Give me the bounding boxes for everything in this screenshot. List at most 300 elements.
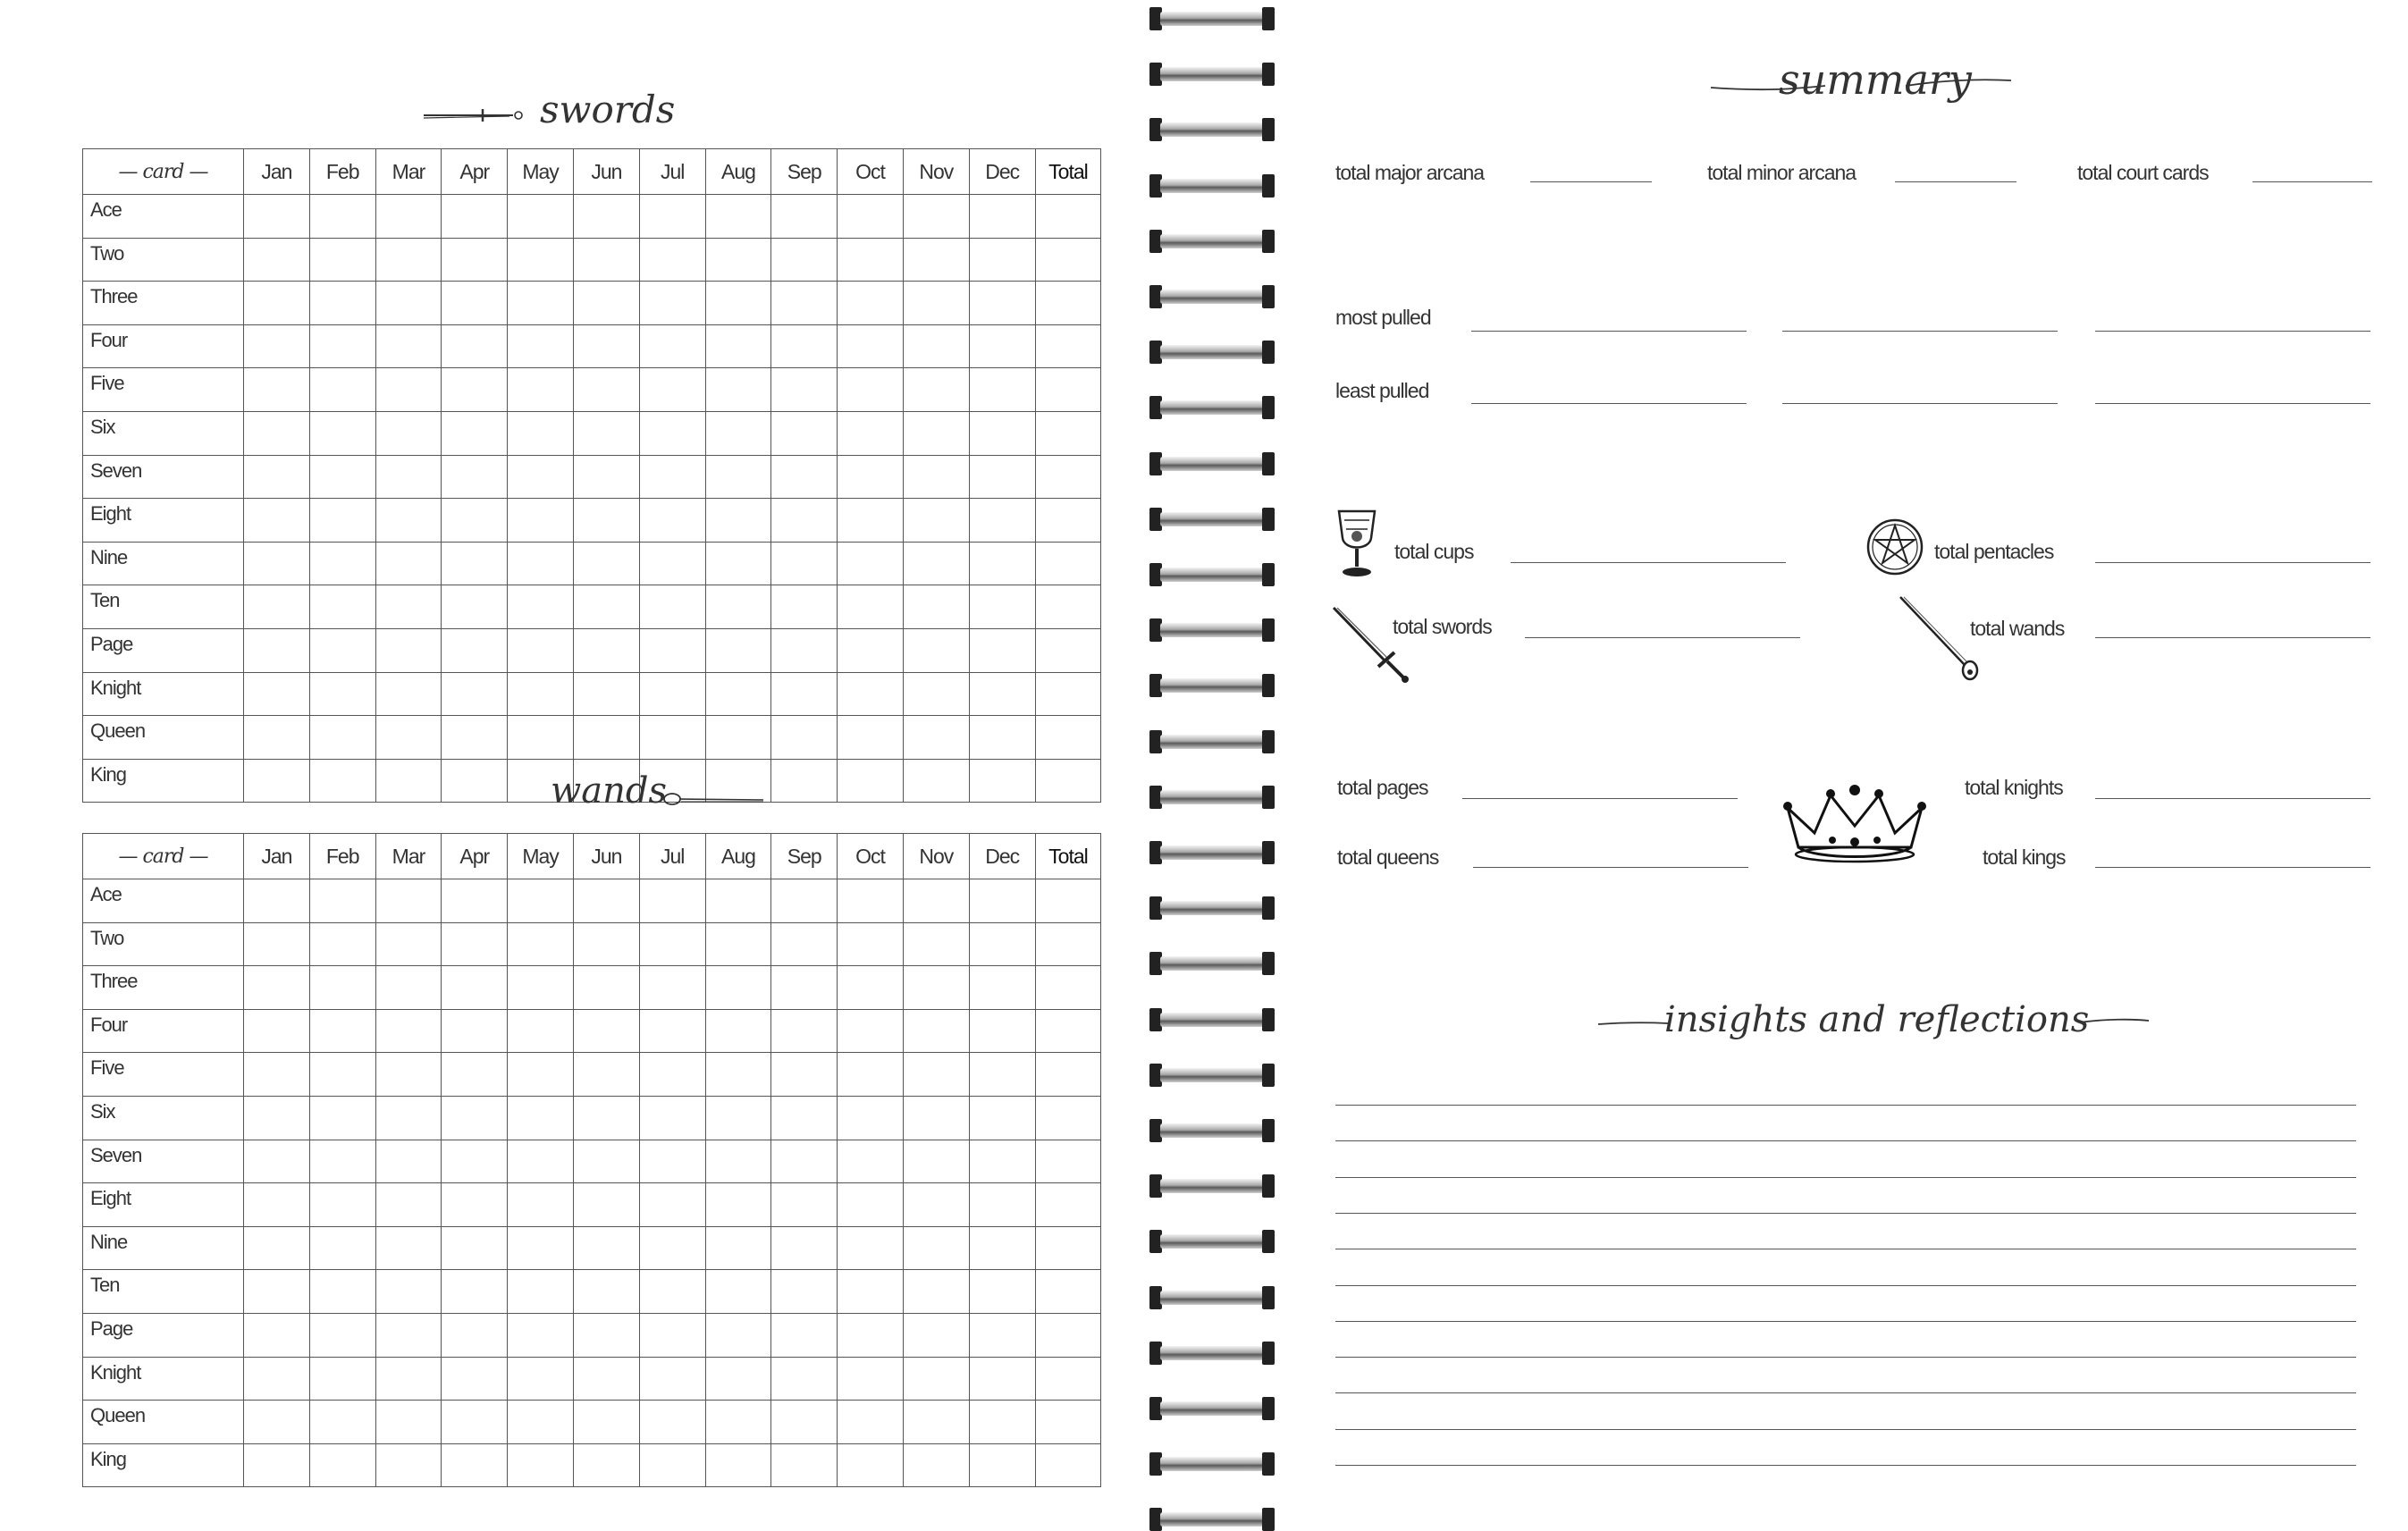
tally-cell[interactable] <box>969 411 1035 455</box>
tally-cell[interactable] <box>639 1443 705 1487</box>
tally-cell[interactable] <box>309 455 375 499</box>
tally-cell[interactable] <box>903 716 969 760</box>
tally-cell[interactable] <box>705 499 771 543</box>
tally-cell[interactable] <box>969 1270 1035 1314</box>
tally-cell[interactable] <box>903 628 969 672</box>
tally-cell[interactable] <box>1035 1009 1101 1053</box>
tally-cell[interactable] <box>771 1226 838 1270</box>
writing-line[interactable] <box>1335 1429 2356 1430</box>
tally-cell[interactable] <box>442 195 508 239</box>
tally-cell[interactable] <box>1035 455 1101 499</box>
tally-cell[interactable] <box>969 1096 1035 1140</box>
tally-cell[interactable] <box>508 1009 574 1053</box>
tally-cell[interactable] <box>573 1443 639 1487</box>
tally-cell[interactable] <box>838 542 904 585</box>
tally-cell[interactable] <box>639 1140 705 1183</box>
tally-cell[interactable] <box>442 759 508 803</box>
tally-cell[interactable] <box>1035 672 1101 716</box>
tally-cell[interactable] <box>903 282 969 325</box>
tally-cell[interactable] <box>375 542 442 585</box>
tally-cell[interactable] <box>838 455 904 499</box>
tally-cell[interactable] <box>771 368 838 412</box>
tally-cell[interactable] <box>771 499 838 543</box>
tally-cell[interactable] <box>705 455 771 499</box>
tally-cell[interactable] <box>244 1357 310 1401</box>
tally-cell[interactable] <box>309 1009 375 1053</box>
tally-cell[interactable] <box>969 368 1035 412</box>
tally-cell[interactable] <box>508 1443 574 1487</box>
tally-cell[interactable] <box>573 1009 639 1053</box>
tally-cell[interactable] <box>1035 966 1101 1010</box>
tally-cell[interactable] <box>969 1009 1035 1053</box>
tally-cell[interactable] <box>903 585 969 629</box>
tally-cell[interactable] <box>838 1053 904 1097</box>
tally-cell[interactable] <box>1035 922 1101 966</box>
tally-cell[interactable] <box>375 1226 442 1270</box>
tally-cell[interactable] <box>771 716 838 760</box>
tally-cell[interactable] <box>969 759 1035 803</box>
tally-cell[interactable] <box>573 455 639 499</box>
tally-cell[interactable] <box>903 1443 969 1487</box>
tally-cell[interactable] <box>705 1401 771 1444</box>
tally-cell[interactable] <box>639 499 705 543</box>
tally-cell[interactable] <box>375 966 442 1010</box>
tally-cell[interactable] <box>771 1270 838 1314</box>
tally-cell[interactable] <box>771 1096 838 1140</box>
tally-cell[interactable] <box>771 1183 838 1227</box>
tally-cell[interactable] <box>1035 759 1101 803</box>
writing-line[interactable] <box>1335 1321 2356 1322</box>
tally-cell[interactable] <box>573 1096 639 1140</box>
tally-cell[interactable] <box>573 585 639 629</box>
tally-cell[interactable] <box>244 1401 310 1444</box>
tally-cell[interactable] <box>442 1270 508 1314</box>
writing-line[interactable] <box>1335 1140 2356 1141</box>
tally-cell[interactable] <box>375 1140 442 1183</box>
tally-cell[interactable] <box>244 879 310 923</box>
tally-cell[interactable] <box>442 1357 508 1401</box>
tally-cell[interactable] <box>309 368 375 412</box>
tally-cell[interactable] <box>838 672 904 716</box>
tally-cell[interactable] <box>771 672 838 716</box>
tally-cell[interactable] <box>705 282 771 325</box>
tally-cell[interactable] <box>244 1009 310 1053</box>
tally-cell[interactable] <box>244 672 310 716</box>
tally-cell[interactable] <box>573 368 639 412</box>
tally-cell[interactable] <box>639 1183 705 1227</box>
tally-cell[interactable] <box>508 966 574 1010</box>
tally-cell[interactable] <box>375 411 442 455</box>
tally-cell[interactable] <box>244 542 310 585</box>
tally-cell[interactable] <box>1035 879 1101 923</box>
total-minor-arcana-line[interactable] <box>1895 181 2016 182</box>
tally-cell[interactable] <box>573 716 639 760</box>
tally-cell[interactable] <box>639 542 705 585</box>
tally-cell[interactable] <box>903 542 969 585</box>
tally-cell[interactable] <box>705 716 771 760</box>
tally-cell[interactable] <box>508 1270 574 1314</box>
tally-cell[interactable] <box>375 922 442 966</box>
tally-cell[interactable] <box>508 455 574 499</box>
tally-cell[interactable] <box>309 879 375 923</box>
tally-cell[interactable] <box>969 1357 1035 1401</box>
tally-cell[interactable] <box>838 879 904 923</box>
tally-cell[interactable] <box>442 1096 508 1140</box>
tally-cell[interactable] <box>375 324 442 368</box>
tally-cell[interactable] <box>442 1226 508 1270</box>
tally-cell[interactable] <box>1035 1270 1101 1314</box>
tally-cell[interactable] <box>903 1401 969 1444</box>
tally-cell[interactable] <box>244 1443 310 1487</box>
tally-cell[interactable] <box>705 1009 771 1053</box>
tally-cell[interactable] <box>969 1313 1035 1357</box>
tally-cell[interactable] <box>442 672 508 716</box>
tally-cell[interactable] <box>838 1096 904 1140</box>
least-pulled-line-1[interactable] <box>1471 403 1747 404</box>
tally-cell[interactable] <box>969 922 1035 966</box>
tally-cell[interactable] <box>508 922 574 966</box>
tally-cell[interactable] <box>573 1313 639 1357</box>
tally-cell[interactable] <box>771 195 838 239</box>
tally-cell[interactable] <box>639 879 705 923</box>
tally-cell[interactable] <box>1035 282 1101 325</box>
tally-cell[interactable] <box>375 879 442 923</box>
tally-cell[interactable] <box>309 922 375 966</box>
tally-cell[interactable] <box>508 368 574 412</box>
tally-cell[interactable] <box>639 455 705 499</box>
least-pulled-line-2[interactable] <box>1782 403 2058 404</box>
tally-cell[interactable] <box>508 411 574 455</box>
tally-cell[interactable] <box>375 1443 442 1487</box>
tally-cell[interactable] <box>771 411 838 455</box>
tally-cell[interactable] <box>442 1443 508 1487</box>
tally-cell[interactable] <box>442 628 508 672</box>
tally-cell[interactable] <box>771 922 838 966</box>
tally-cell[interactable] <box>244 195 310 239</box>
tally-cell[interactable] <box>705 195 771 239</box>
tally-cell[interactable] <box>508 542 574 585</box>
tally-cell[interactable] <box>705 879 771 923</box>
tally-cell[interactable] <box>838 238 904 282</box>
tally-cell[interactable] <box>969 238 1035 282</box>
tally-cell[interactable] <box>705 672 771 716</box>
tally-cell[interactable] <box>508 716 574 760</box>
tally-cell[interactable] <box>508 282 574 325</box>
tally-cell[interactable] <box>508 1401 574 1444</box>
tally-cell[interactable] <box>573 628 639 672</box>
tally-cell[interactable] <box>375 1096 442 1140</box>
total-pentacles-line[interactable] <box>2095 562 2370 563</box>
tally-cell[interactable] <box>375 759 442 803</box>
tally-cell[interactable] <box>573 195 639 239</box>
tally-cell[interactable] <box>573 1140 639 1183</box>
tally-cell[interactable] <box>442 542 508 585</box>
tally-cell[interactable] <box>838 499 904 543</box>
tally-cell[interactable] <box>375 585 442 629</box>
tally-cell[interactable] <box>309 195 375 239</box>
tally-cell[interactable] <box>969 1226 1035 1270</box>
tally-cell[interactable] <box>442 1313 508 1357</box>
most-pulled-line-1[interactable] <box>1471 331 1747 332</box>
tally-cell[interactable] <box>639 1226 705 1270</box>
tally-cell[interactable] <box>573 1270 639 1314</box>
tally-cell[interactable] <box>309 759 375 803</box>
tally-cell[interactable] <box>639 368 705 412</box>
tally-cell[interactable] <box>442 238 508 282</box>
tally-cell[interactable] <box>838 628 904 672</box>
tally-cell[interactable] <box>639 922 705 966</box>
tally-cell[interactable] <box>1035 238 1101 282</box>
tally-cell[interactable] <box>639 1009 705 1053</box>
tally-cell[interactable] <box>442 966 508 1010</box>
tally-cell[interactable] <box>375 499 442 543</box>
tally-cell[interactable] <box>244 282 310 325</box>
tally-cell[interactable] <box>309 1357 375 1401</box>
tally-cell[interactable] <box>903 368 969 412</box>
tally-cell[interactable] <box>1035 1096 1101 1140</box>
tally-cell[interactable] <box>573 282 639 325</box>
tally-cell[interactable] <box>309 411 375 455</box>
tally-cell[interactable] <box>705 585 771 629</box>
tally-cell[interactable] <box>903 1053 969 1097</box>
tally-cell[interactable] <box>573 672 639 716</box>
tally-cell[interactable] <box>508 672 574 716</box>
tally-cell[interactable] <box>639 411 705 455</box>
tally-cell[interactable] <box>309 672 375 716</box>
tally-cell[interactable] <box>969 1140 1035 1183</box>
tally-cell[interactable] <box>442 1053 508 1097</box>
tally-cell[interactable] <box>771 282 838 325</box>
tally-cell[interactable] <box>508 195 574 239</box>
tally-cell[interactable] <box>1035 585 1101 629</box>
tally-cell[interactable] <box>903 922 969 966</box>
tally-cell[interactable] <box>771 542 838 585</box>
tally-cell[interactable] <box>508 324 574 368</box>
writing-line[interactable] <box>1335 1465 2356 1466</box>
tally-cell[interactable] <box>705 922 771 966</box>
tally-cell[interactable] <box>1035 1443 1101 1487</box>
tally-cell[interactable] <box>442 499 508 543</box>
tally-cell[interactable] <box>838 1401 904 1444</box>
tally-cell[interactable] <box>573 1183 639 1227</box>
tally-cell[interactable] <box>838 1009 904 1053</box>
tally-cell[interactable] <box>244 1053 310 1097</box>
tally-cell[interactable] <box>838 1140 904 1183</box>
tally-cell[interactable] <box>375 628 442 672</box>
tally-cell[interactable] <box>903 1357 969 1401</box>
tally-cell[interactable] <box>639 1357 705 1401</box>
tally-cell[interactable] <box>838 922 904 966</box>
tally-cell[interactable] <box>375 1357 442 1401</box>
total-cups-line[interactable] <box>1511 562 1786 563</box>
tally-cell[interactable] <box>969 542 1035 585</box>
tally-cell[interactable] <box>442 324 508 368</box>
tally-cell[interactable] <box>771 324 838 368</box>
tally-cell[interactable] <box>771 966 838 1010</box>
tally-cell[interactable] <box>244 922 310 966</box>
tally-cell[interactable] <box>508 1357 574 1401</box>
tally-cell[interactable] <box>244 411 310 455</box>
tally-cell[interactable] <box>838 195 904 239</box>
tally-cell[interactable] <box>309 966 375 1010</box>
tally-cell[interactable] <box>508 585 574 629</box>
writing-line[interactable] <box>1335 1357 2356 1358</box>
tally-cell[interactable] <box>442 1401 508 1444</box>
tally-cell[interactable] <box>838 411 904 455</box>
tally-cell[interactable] <box>639 628 705 672</box>
tally-cell[interactable] <box>903 1226 969 1270</box>
tally-cell[interactable] <box>705 628 771 672</box>
tally-cell[interactable] <box>838 759 904 803</box>
tally-cell[interactable] <box>1035 1140 1101 1183</box>
tally-cell[interactable] <box>705 966 771 1010</box>
tally-cell[interactable] <box>375 368 442 412</box>
tally-cell[interactable] <box>309 1401 375 1444</box>
tally-cell[interactable] <box>903 1313 969 1357</box>
tally-cell[interactable] <box>375 672 442 716</box>
tally-cell[interactable] <box>244 1313 310 1357</box>
tally-cell[interactable] <box>639 672 705 716</box>
tally-cell[interactable] <box>639 1053 705 1097</box>
total-wands-line[interactable] <box>2095 637 2370 638</box>
tally-cell[interactable] <box>244 1226 310 1270</box>
tally-cell[interactable] <box>639 195 705 239</box>
tally-cell[interactable] <box>508 1096 574 1140</box>
tally-cell[interactable] <box>244 585 310 629</box>
tally-cell[interactable] <box>573 1226 639 1270</box>
tally-cell[interactable] <box>442 1183 508 1227</box>
tally-cell[interactable] <box>639 238 705 282</box>
tally-cell[interactable] <box>838 1183 904 1227</box>
tally-cell[interactable] <box>573 1357 639 1401</box>
tally-cell[interactable] <box>903 879 969 923</box>
writing-line[interactable] <box>1335 1105 2356 1106</box>
tally-cell[interactable] <box>1035 1313 1101 1357</box>
tally-cell[interactable] <box>375 716 442 760</box>
tally-cell[interactable] <box>639 966 705 1010</box>
tally-cell[interactable] <box>573 411 639 455</box>
tally-cell[interactable] <box>969 1401 1035 1444</box>
tally-cell[interactable] <box>508 499 574 543</box>
tally-cell[interactable] <box>442 879 508 923</box>
tally-cell[interactable] <box>573 879 639 923</box>
tally-cell[interactable] <box>969 585 1035 629</box>
tally-cell[interactable] <box>309 1053 375 1097</box>
tally-cell[interactable] <box>838 1443 904 1487</box>
tally-cell[interactable] <box>508 1053 574 1097</box>
tally-cell[interactable] <box>705 1270 771 1314</box>
tally-cell[interactable] <box>244 455 310 499</box>
tally-cell[interactable] <box>838 282 904 325</box>
tally-cell[interactable] <box>838 1226 904 1270</box>
tally-cell[interactable] <box>639 585 705 629</box>
tally-cell[interactable] <box>639 282 705 325</box>
tally-cell[interactable] <box>771 628 838 672</box>
tally-cell[interactable] <box>903 1009 969 1053</box>
tally-cell[interactable] <box>771 585 838 629</box>
tally-cell[interactable] <box>771 1140 838 1183</box>
tally-cell[interactable] <box>838 324 904 368</box>
tally-cell[interactable] <box>1035 499 1101 543</box>
tally-cell[interactable] <box>375 455 442 499</box>
tally-cell[interactable] <box>244 324 310 368</box>
tally-cell[interactable] <box>375 195 442 239</box>
writing-line[interactable] <box>1335 1285 2356 1286</box>
tally-cell[interactable] <box>309 1313 375 1357</box>
tally-cell[interactable] <box>442 1009 508 1053</box>
tally-cell[interactable] <box>1035 1183 1101 1227</box>
tally-cell[interactable] <box>375 1270 442 1314</box>
tally-cell[interactable] <box>838 585 904 629</box>
tally-cell[interactable] <box>309 1270 375 1314</box>
tally-cell[interactable] <box>309 282 375 325</box>
tally-cell[interactable] <box>244 759 310 803</box>
tally-cell[interactable] <box>838 1270 904 1314</box>
tally-cell[interactable] <box>508 1140 574 1183</box>
tally-cell[interactable] <box>442 922 508 966</box>
tally-cell[interactable] <box>1035 324 1101 368</box>
tally-cell[interactable] <box>771 455 838 499</box>
tally-cell[interactable] <box>442 716 508 760</box>
tally-cell[interactable] <box>771 1009 838 1053</box>
tally-cell[interactable] <box>969 966 1035 1010</box>
tally-cell[interactable] <box>969 672 1035 716</box>
tally-cell[interactable] <box>969 1053 1035 1097</box>
tally-cell[interactable] <box>309 1140 375 1183</box>
tally-cell[interactable] <box>771 1313 838 1357</box>
tally-cell[interactable] <box>639 1401 705 1444</box>
total-swords-line[interactable] <box>1525 637 1800 638</box>
tally-cell[interactable] <box>903 966 969 1010</box>
tally-cell[interactable] <box>771 1357 838 1401</box>
tally-cell[interactable] <box>705 368 771 412</box>
tally-cell[interactable] <box>705 1443 771 1487</box>
tally-cell[interactable] <box>375 1009 442 1053</box>
tally-cell[interactable] <box>573 966 639 1010</box>
tally-cell[interactable] <box>903 324 969 368</box>
tally-cell[interactable] <box>969 499 1035 543</box>
tally-cell[interactable] <box>1035 716 1101 760</box>
writing-line[interactable] <box>1335 1177 2356 1178</box>
tally-cell[interactable] <box>442 368 508 412</box>
tally-cell[interactable] <box>705 542 771 585</box>
tally-cell[interactable] <box>838 1313 904 1357</box>
tally-cell[interactable] <box>375 1053 442 1097</box>
tally-cell[interactable] <box>903 1140 969 1183</box>
tally-cell[interactable] <box>1035 1357 1101 1401</box>
total-knights-line[interactable] <box>2095 798 2370 799</box>
tally-cell[interactable] <box>969 455 1035 499</box>
tally-cell[interactable] <box>969 195 1035 239</box>
tally-cell[interactable] <box>309 238 375 282</box>
tally-cell[interactable] <box>969 1183 1035 1227</box>
tally-cell[interactable] <box>705 324 771 368</box>
tally-cell[interactable] <box>838 368 904 412</box>
tally-cell[interactable] <box>442 411 508 455</box>
tally-cell[interactable] <box>838 716 904 760</box>
tally-cell[interactable] <box>903 759 969 803</box>
tally-cell[interactable] <box>771 759 838 803</box>
tally-cell[interactable] <box>705 1140 771 1183</box>
tally-cell[interactable] <box>969 879 1035 923</box>
total-pages-line[interactable] <box>1462 798 1738 799</box>
tally-cell[interactable] <box>244 1183 310 1227</box>
tally-cell[interactable] <box>442 455 508 499</box>
tally-cell[interactable] <box>705 411 771 455</box>
tally-cell[interactable] <box>573 542 639 585</box>
tally-cell[interactable] <box>903 238 969 282</box>
writing-line[interactable] <box>1335 1213 2356 1214</box>
